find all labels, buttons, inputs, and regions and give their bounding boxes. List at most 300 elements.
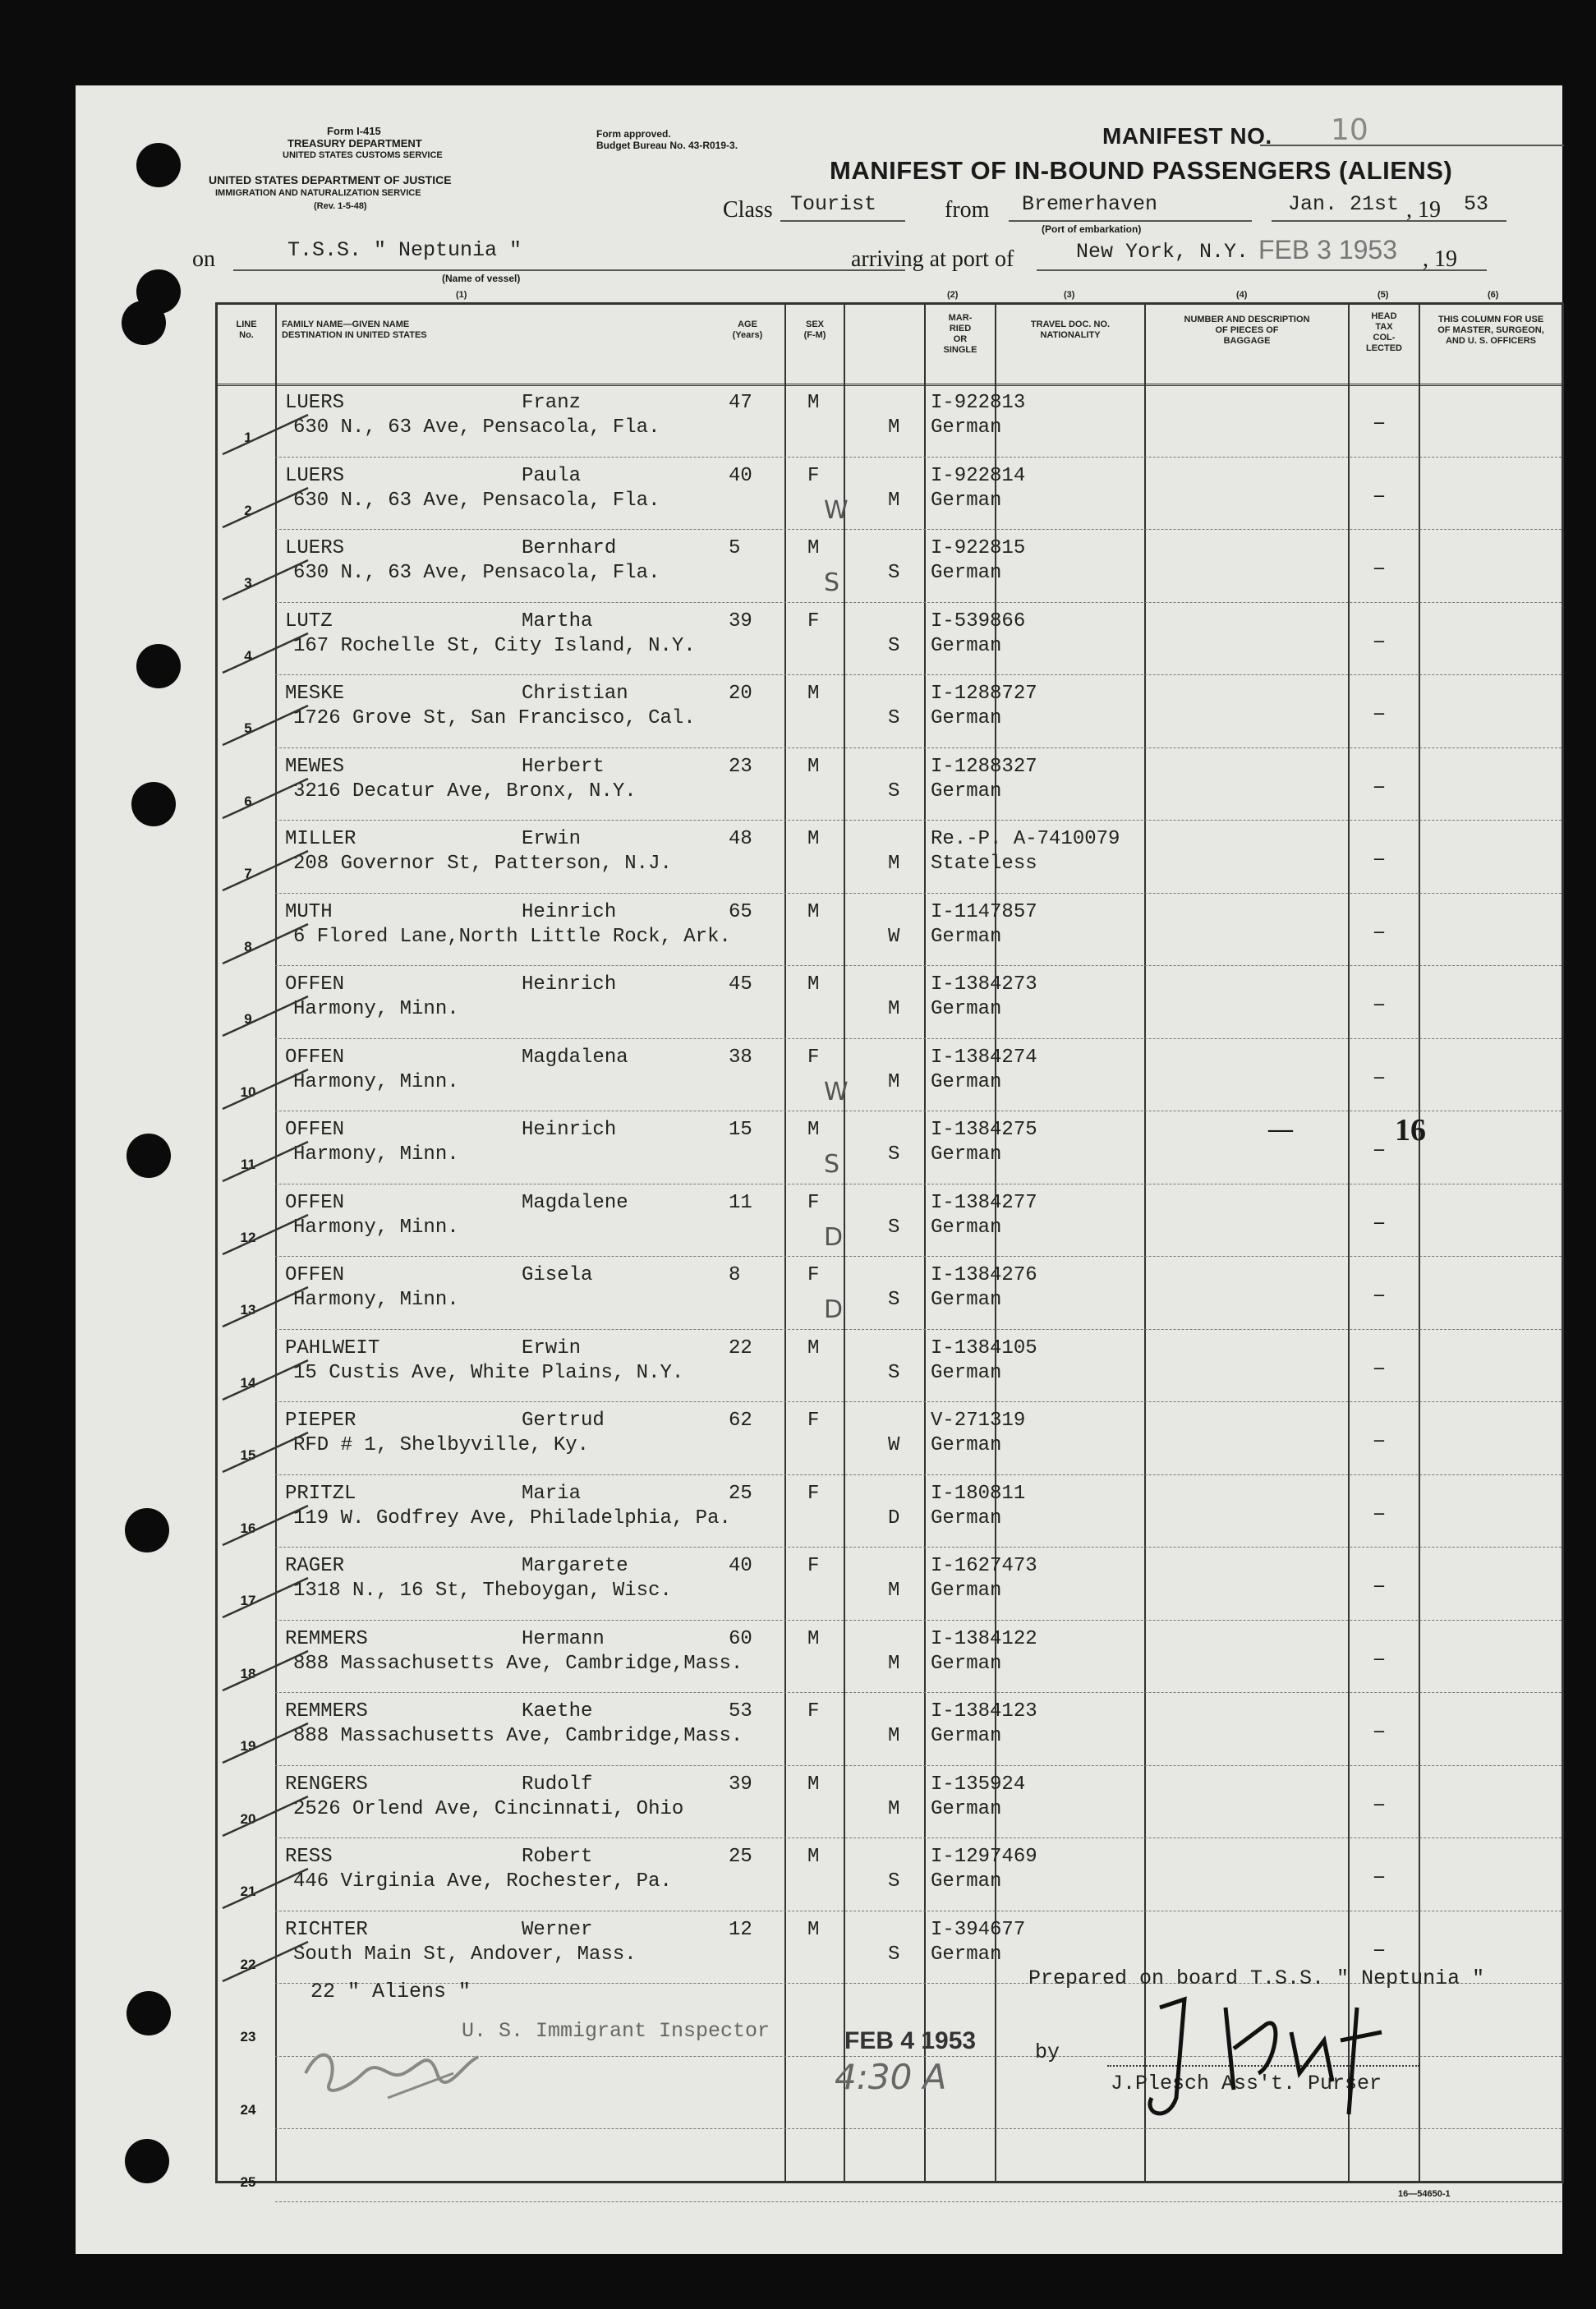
- row-divider: [275, 1256, 1562, 1257]
- from-line: [1009, 220, 1252, 222]
- passenger-destination: Harmony, Minn.: [293, 1143, 459, 1166]
- head-tax-mark: –: [1374, 1502, 1384, 1524]
- passenger-marital-status: M: [888, 489, 900, 512]
- row-divider: [275, 1474, 1562, 1475]
- passenger-nationality: German: [931, 1652, 1002, 1675]
- line-number: 24: [240, 2101, 256, 2118]
- passenger-given-name: Heinrich: [522, 973, 617, 996]
- passenger-travel-doc: I-922813: [931, 392, 1026, 414]
- passenger-family-name: REMMERS: [285, 1627, 368, 1650]
- col-header-sex: SEX (F-M): [803, 320, 826, 340]
- passenger-nationality: German: [931, 1434, 1002, 1456]
- passenger-sex: F: [807, 1555, 820, 1577]
- row-divider: [275, 1401, 1562, 1402]
- check-mark: [218, 846, 316, 895]
- check-mark: [218, 628, 316, 678]
- line-number: 18: [240, 1665, 256, 1681]
- passenger-destination: Harmony, Minn.: [293, 1289, 459, 1311]
- check-mark: [218, 1355, 316, 1405]
- head-tax-mark: –: [1374, 1065, 1384, 1088]
- handwritten-mark: S: [824, 568, 840, 597]
- passenger-family-name: RAGER: [285, 1555, 345, 1577]
- passenger-marital-status: W: [888, 925, 900, 948]
- passenger-age: 20: [729, 683, 752, 705]
- check-mark: [218, 1792, 316, 1841]
- passenger-family-name: RENGERS: [285, 1773, 368, 1796]
- passenger-marital-status: M: [888, 998, 900, 1020]
- line-number: 6: [244, 793, 252, 809]
- passenger-given-name: Bernhard: [522, 537, 617, 559]
- passenger-destination: 888 Massachusetts Ave, Cambridge,Mass.: [293, 1652, 743, 1675]
- passenger-given-name: Gertrud: [522, 1410, 605, 1432]
- passenger-family-name: PAHLWEIT: [285, 1336, 380, 1359]
- passenger-age: 11: [729, 1191, 752, 1214]
- passenger-travel-doc: I-539866: [931, 609, 1026, 632]
- check-mark: [218, 1210, 316, 1259]
- head-tax-mark: –: [1374, 775, 1384, 797]
- arriving-label: arriving at port of: [851, 246, 1014, 272]
- arrival-date-stamp: FEB 3 1953: [1258, 235, 1397, 264]
- passenger-family-name: LUTZ: [285, 609, 333, 632]
- arrival-port: New York, N.Y.: [1076, 240, 1249, 264]
- passenger-age: 40: [729, 1555, 752, 1577]
- row-divider: [275, 820, 1562, 821]
- passenger-given-name: Margarete: [522, 1555, 628, 1577]
- passenger-destination: 630 N., 63 Ave, Pensacola, Fla.: [293, 489, 660, 512]
- passenger-destination: 208 Governor St, Patterson, N.J.: [293, 853, 672, 875]
- col-header-line: LINE No.: [236, 320, 257, 340]
- passenger-travel-doc: I-1297469: [931, 1846, 1037, 1868]
- line-number: 14: [240, 1374, 256, 1391]
- row-divider: [275, 1620, 1562, 1621]
- port-of-embarkation-note: (Port of embarkation): [1042, 223, 1142, 235]
- passenger-marital-status: S: [888, 780, 900, 803]
- col-divider: [784, 305, 786, 2181]
- passenger-given-name: Herbert: [522, 755, 605, 778]
- passenger-nationality: German: [931, 1216, 1002, 1239]
- class-value: Tourist: [790, 192, 877, 216]
- passenger-nationality: German: [931, 1070, 1002, 1093]
- check-mark: [218, 1501, 316, 1550]
- check-mark: [218, 410, 316, 459]
- check-mark: [218, 774, 316, 823]
- line-number: 5: [244, 720, 252, 736]
- passenger-travel-doc: I-922814: [931, 464, 1026, 487]
- passenger-age: 39: [729, 1773, 752, 1796]
- passenger-nationality: German: [931, 1725, 1002, 1747]
- line-number: 1: [244, 430, 252, 445]
- passenger-age: 12: [729, 1918, 752, 1941]
- passenger-nationality: German: [931, 925, 1002, 948]
- vessel-note: (Name of vessel): [442, 273, 521, 284]
- passenger-destination: 119 W. Godfrey Ave, Philadelphia, Pa.: [293, 1506, 731, 1529]
- passenger-travel-doc: I-1384274: [931, 1046, 1037, 1069]
- passenger-family-name: PRITZL: [285, 1482, 356, 1505]
- arrival-year: , 19: [1423, 246, 1457, 272]
- passenger-marital-status: M: [888, 1797, 900, 1820]
- passenger-family-name: MESKE: [285, 683, 345, 705]
- line-number: 16: [240, 1520, 256, 1536]
- passenger-sex: M: [807, 683, 820, 705]
- passenger-destination: Harmony, Minn.: [293, 1216, 459, 1239]
- passenger-sex: M: [807, 755, 820, 778]
- line-number: 8: [244, 938, 252, 954]
- passenger-family-name: MILLER: [285, 828, 356, 850]
- date-line: [1272, 220, 1506, 222]
- passenger-marital-status: D: [888, 1506, 900, 1529]
- passenger-travel-doc: I-1384105: [931, 1336, 1037, 1359]
- line-number: 10: [240, 1083, 256, 1100]
- treasury-dept: TREASURY DEPARTMENT: [287, 137, 422, 149]
- line-number: 4: [244, 647, 252, 664]
- head-tax-mark: –: [1374, 1284, 1384, 1305]
- line-number: 9: [244, 1011, 252, 1027]
- passenger-given-name: Magdalene: [522, 1191, 628, 1214]
- passenger-travel-doc: I-1384273: [931, 973, 1037, 996]
- year-value: 53: [1464, 192, 1489, 216]
- passenger-nationality: German: [931, 1797, 1002, 1820]
- check-mark: [218, 483, 316, 532]
- aliens-count: 22 " Aliens ": [310, 1980, 471, 2003]
- head-tax-mark: –: [1374, 993, 1384, 1014]
- passenger-destination: 3216 Decatur Ave, Bronx, N.Y.: [293, 780, 637, 803]
- passenger-family-name: LUERS: [285, 392, 345, 414]
- row-divider: [275, 1765, 1562, 1766]
- passenger-sex: F: [807, 1046, 820, 1069]
- passenger-marital-status: S: [888, 1361, 900, 1384]
- passenger-sex: M: [807, 900, 820, 923]
- passenger-sex: F: [807, 1191, 820, 1214]
- head-tax-mark: –: [1374, 1429, 1384, 1451]
- form-revision: (Rev. 1-5-48): [314, 201, 367, 211]
- head-tax-mark: –: [1374, 1211, 1384, 1233]
- head-tax-mark: –: [1374, 484, 1384, 506]
- passenger-sex: M: [807, 1918, 820, 1941]
- col-num-4: (4): [1236, 290, 1248, 300]
- passenger-given-name: Hermann: [522, 1627, 605, 1650]
- passenger-family-name: OFFEN: [285, 1264, 345, 1286]
- justice-dept: UNITED STATES DEPARTMENT OF JUSTICE: [209, 173, 452, 186]
- passenger-given-name: Franz: [522, 392, 582, 414]
- passenger-travel-doc: I-180811: [931, 1482, 1026, 1505]
- passenger-age: 38: [729, 1046, 752, 1069]
- passenger-marital-status: S: [888, 1870, 900, 1893]
- handwritten-mark: S: [824, 1150, 840, 1179]
- row-divider: [275, 457, 1562, 458]
- check-mark: [218, 919, 316, 968]
- budget-bureau: Budget Bureau No. 43-R019-3.: [596, 140, 738, 151]
- check-mark: [218, 1282, 316, 1332]
- inspector-label: U. S. Immigrant Inspector: [462, 2019, 770, 2043]
- passenger-given-name: Heinrich: [522, 900, 617, 923]
- year-prefix: , 19: [1406, 197, 1441, 223]
- passenger-destination: RFD # 1, Shelbyville, Ky.: [293, 1434, 590, 1456]
- col-header-marital: MAR- RIED OR SINGLE: [943, 313, 977, 355]
- line-number: 3: [244, 575, 252, 591]
- line-number: 13: [240, 1302, 256, 1318]
- line-number: 15: [240, 1447, 256, 1463]
- passenger-family-name: LUERS: [285, 537, 345, 559]
- row-divider: [275, 1547, 1562, 1548]
- passenger-nationality: German: [931, 1870, 1002, 1893]
- check-mark: [218, 1573, 316, 1622]
- passenger-destination: 167 Rochelle St, City Island, N.Y.: [293, 634, 696, 657]
- manifest-title: MANIFEST OF IN-BOUND PASSENGERS (ALIENS): [830, 156, 1453, 185]
- line-number: 23: [240, 2029, 256, 2045]
- passenger-sex: M: [807, 392, 820, 414]
- passenger-sex: M: [807, 1119, 820, 1141]
- line-number: 21: [240, 1884, 256, 1899]
- passenger-travel-doc: I-1384277: [931, 1191, 1037, 1214]
- col-divider: [1419, 305, 1420, 2181]
- punch-hole: [136, 644, 181, 688]
- handwritten-mark: D: [824, 1222, 844, 1252]
- passenger-marital-status: M: [888, 416, 900, 439]
- passenger-destination: 1318 N., 16 St, Theboygan, Wisc.: [293, 1580, 672, 1602]
- vessel-value: T.S.S. " Neptunia ": [287, 238, 522, 262]
- passenger-travel-doc: I-1627473: [931, 1555, 1037, 1577]
- passenger-travel-doc: I-922815: [931, 537, 1026, 559]
- form-code: 16—54650-1: [1398, 2189, 1451, 2199]
- passenger-sex: M: [807, 828, 820, 850]
- head-tax-mark: –: [1374, 848, 1384, 869]
- class-line: [780, 220, 905, 222]
- col-num-5: (5): [1378, 290, 1389, 300]
- passenger-nationality: German: [931, 489, 1002, 512]
- ins-service: IMMIGRATION AND NATURALIZATION SERVICE: [215, 188, 421, 198]
- passenger-age: 47: [729, 392, 752, 414]
- passenger-marital-status: M: [888, 1580, 900, 1602]
- manifest-page: [76, 85, 1562, 2254]
- customs-service: UNITED STATES CUSTOMS SERVICE: [283, 150, 443, 160]
- passenger-given-name: Erwin: [522, 1336, 582, 1359]
- signatory: J.Plesch Ass't. Purser: [1111, 2072, 1382, 2095]
- col-num-6: (6): [1488, 290, 1499, 300]
- check-mark: [218, 555, 316, 605]
- passenger-age: 60: [729, 1627, 752, 1650]
- passenger-sex: M: [807, 973, 820, 996]
- passenger-travel-doc: I-1288727: [931, 683, 1037, 705]
- passenger-family-name: REMMERS: [285, 1700, 368, 1723]
- passenger-given-name: Paula: [522, 464, 582, 487]
- passenger-age: 45: [729, 973, 752, 996]
- check-mark: [218, 1718, 316, 1768]
- passenger-marital-status: S: [888, 1289, 900, 1311]
- head-tax-mark: –: [1374, 1720, 1384, 1741]
- check-mark: [218, 1137, 316, 1186]
- passenger-marital-status: S: [888, 562, 900, 584]
- prepared-on-board: Prepared on board T.S.S. " Neptunia ": [1028, 1966, 1485, 1990]
- passenger-given-name: Martha: [522, 609, 593, 632]
- inspector-signature: [289, 2024, 503, 2114]
- passenger-age: 25: [729, 1846, 752, 1868]
- passenger-given-name: Gisela: [522, 1264, 593, 1286]
- passenger-age: 8: [729, 1264, 741, 1286]
- form-number: Form I-415: [327, 125, 381, 137]
- passenger-destination: 630 N., 63 Ave, Pensacola, Fla.: [293, 562, 660, 584]
- passenger-travel-doc: I-394677: [931, 1918, 1026, 1941]
- passenger-destination: 6 Flored Lane,North Little Rock, Ark.: [293, 925, 731, 948]
- passenger-nationality: German: [931, 707, 1002, 729]
- line-number: 25: [240, 2174, 256, 2190]
- by-label: by: [1035, 2040, 1060, 2064]
- passenger-age: 40: [729, 464, 752, 487]
- passenger-age: 39: [729, 609, 752, 632]
- passenger-nationality: Stateless: [931, 853, 1037, 875]
- passenger-destination: 1726 Grove St, San Francisco, Cal.: [293, 707, 696, 729]
- punch-hole: [125, 2139, 169, 2183]
- passenger-age: 5: [729, 537, 741, 559]
- passenger-sex: M: [807, 1336, 820, 1359]
- passenger-given-name: Heinrich: [522, 1119, 617, 1141]
- col-header-name: FAMILY NAME—GIVEN NAME DESTINATION IN UNITED STATES: [282, 320, 427, 340]
- inspection-time: 4:30 A: [835, 2057, 947, 2097]
- passenger-marital-status: M: [888, 853, 900, 875]
- passenger-travel-doc: I-1147857: [931, 900, 1037, 923]
- passenger-destination: Harmony, Minn.: [293, 998, 459, 1020]
- passenger-nationality: German: [931, 1943, 1002, 1966]
- passenger-given-name: Magdalena: [522, 1046, 628, 1069]
- head-tax-mark: –: [1374, 629, 1384, 651]
- vessel-line: [233, 269, 905, 271]
- manifest-no-line: [1260, 145, 1564, 146]
- purser-signature: [1111, 1975, 1423, 2139]
- passenger-family-name: MEWES: [285, 755, 345, 778]
- col-header-baggage: NUMBER AND DESCRIPTION OF PIECES OF BAGGAGE: [1184, 315, 1310, 346]
- passenger-nationality: German: [931, 634, 1002, 657]
- passenger-travel-doc: I-1288327: [931, 755, 1037, 778]
- tax-total: —: [1268, 1115, 1293, 1143]
- head-tax-mark: –: [1374, 1647, 1384, 1669]
- passenger-sex: M: [807, 1846, 820, 1868]
- row-divider: [275, 965, 1562, 966]
- passenger-nationality: German: [931, 998, 1002, 1020]
- class-label: Class: [723, 197, 773, 223]
- from-value: Bremerhaven: [1022, 192, 1158, 216]
- passenger-sex: M: [807, 537, 820, 559]
- passenger-travel-doc: I-1384275: [931, 1119, 1037, 1141]
- passenger-sex: M: [807, 1627, 820, 1650]
- line-number: 19: [240, 1738, 256, 1754]
- passenger-nationality: German: [931, 1289, 1002, 1311]
- passenger-given-name: Robert: [522, 1846, 593, 1868]
- passenger-nationality: German: [931, 562, 1002, 584]
- col-divider: [1348, 305, 1350, 2181]
- passenger-travel-doc: V-271319: [931, 1410, 1026, 1432]
- handwritten-mark: W: [824, 1077, 849, 1106]
- line-number: 2: [244, 502, 252, 518]
- passenger-given-name: Rudolf: [522, 1773, 593, 1796]
- passenger-travel-doc: I-1384123: [931, 1700, 1037, 1723]
- punch-hole: [136, 143, 181, 187]
- arrival-line: [1037, 269, 1487, 271]
- punch-hole: [125, 1508, 169, 1552]
- passenger-marital-status: M: [888, 1070, 900, 1093]
- col-num-2: (2): [947, 290, 959, 300]
- row-divider: [275, 747, 1562, 748]
- passenger-sex: F: [807, 1482, 820, 1505]
- handwritten-mark: W: [824, 495, 849, 525]
- passenger-sex: F: [807, 464, 820, 487]
- passenger-travel-doc: I-1384122: [931, 1627, 1037, 1650]
- passenger-sex: F: [807, 1410, 820, 1432]
- manifest-no-value: 10: [1331, 113, 1368, 147]
- passenger-destination: 15 Custis Ave, White Plains, N.Y.: [293, 1361, 684, 1384]
- passenger-family-name: MUTH: [285, 900, 333, 923]
- row-divider: [275, 602, 1562, 603]
- row-divider: [275, 1038, 1562, 1039]
- passenger-age: 22: [729, 1336, 752, 1359]
- col-divider: [844, 305, 845, 2181]
- passenger-destination: 446 Virginia Ave, Rochester, Pa.: [293, 1870, 672, 1893]
- passenger-nationality: German: [931, 1506, 1002, 1529]
- passenger-sex: F: [807, 1264, 820, 1286]
- passenger-given-name: Werner: [522, 1918, 593, 1941]
- passenger-age: 53: [729, 1700, 752, 1723]
- head-tax-mark: –: [1374, 1792, 1384, 1815]
- passenger-age: 23: [729, 755, 752, 778]
- col-num-1: (1): [456, 290, 467, 300]
- passenger-marital-status: S: [888, 634, 900, 657]
- punch-hole: [131, 782, 176, 826]
- passenger-nationality: German: [931, 780, 1002, 803]
- passenger-nationality: German: [931, 1580, 1002, 1602]
- passenger-destination: 888 Massachusetts Ave, Cambridge,Mass.: [293, 1725, 743, 1747]
- head-tax-mark: –: [1374, 557, 1384, 578]
- passenger-sex: F: [807, 609, 820, 632]
- passenger-family-name: OFFEN: [285, 1046, 345, 1069]
- row-divider: [275, 2201, 1562, 2202]
- passenger-given-name: Erwin: [522, 828, 582, 850]
- passenger-destination: Harmony, Minn.: [293, 1070, 459, 1093]
- row-divider: [275, 1329, 1562, 1330]
- on-label: on: [192, 246, 215, 272]
- passenger-destination: 2526 Orlend Ave, Cincinnati, Ohio: [293, 1797, 684, 1820]
- col-header-officers: THIS COLUMN FOR USE OF MASTER, SURGEON, AND U. S. OFFICERS: [1437, 315, 1544, 346]
- check-mark: [218, 1646, 316, 1695]
- check-mark: [218, 1428, 316, 1477]
- passenger-family-name: OFFEN: [285, 1191, 345, 1214]
- line-number: 17: [240, 1593, 256, 1608]
- passenger-age: 48: [729, 828, 752, 850]
- passenger-family-name: RICHTER: [285, 1918, 368, 1941]
- date-value: Jan. 21st: [1288, 192, 1400, 216]
- from-label: from: [945, 197, 990, 223]
- passenger-given-name: Maria: [522, 1482, 582, 1505]
- check-mark: [218, 701, 316, 750]
- row-divider: [275, 674, 1562, 675]
- passenger-given-name: Christian: [522, 683, 628, 705]
- passenger-sex: F: [807, 1700, 820, 1723]
- check-mark: [218, 1065, 316, 1114]
- passenger-marital-status: S: [888, 707, 900, 729]
- check-mark: [218, 1864, 316, 1913]
- handwritten-mark: D: [824, 1295, 844, 1324]
- row-divider: [275, 1692, 1562, 1693]
- passenger-marital-status: S: [888, 1216, 900, 1239]
- head-tax-mark: –: [1374, 1575, 1384, 1596]
- row-divider: [275, 529, 1562, 530]
- passenger-age: 62: [729, 1410, 752, 1432]
- manifest-no-label: MANIFEST NO.: [1102, 123, 1272, 149]
- passenger-travel-doc: Re.-P. A-7410079: [931, 828, 1120, 850]
- col-divider: [995, 305, 996, 2181]
- passenger-given-name: Kaethe: [522, 1700, 593, 1723]
- row-divider: [275, 893, 1562, 894]
- passenger-nationality: German: [931, 416, 1002, 439]
- passenger-marital-status: S: [888, 1143, 900, 1166]
- punch-hole: [122, 301, 166, 345]
